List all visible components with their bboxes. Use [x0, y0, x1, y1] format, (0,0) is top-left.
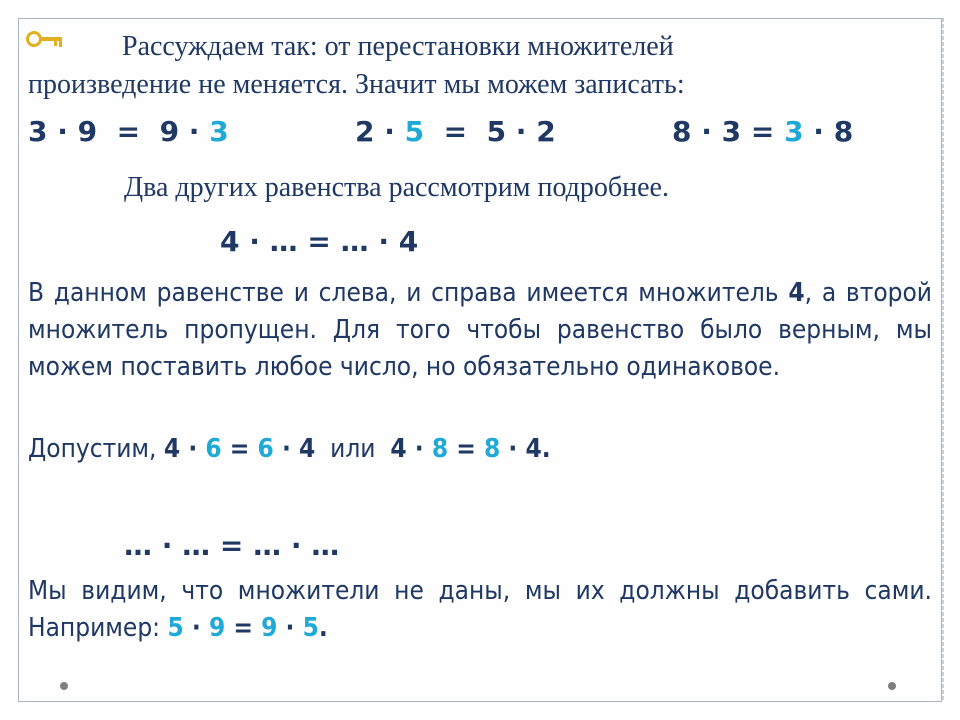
intro-text: Рассуждаем так: от перестановки множителей произведение не меняется. Значит мы можем записать: [28, 31, 685, 100]
equation-4-blank: 4 · … = … · 4 [220, 225, 419, 258]
equation-dots: … · … = … · … [124, 529, 340, 562]
two-other-text: Два других равенства рассмотрим подробнее. [124, 172, 669, 203]
equation-3: 8 · 3 = 3 · 8 [672, 115, 854, 148]
example-line: Допустим, 4 · 6 = 6 · 4 или 4 · 8 = 8 · 4. [28, 434, 551, 464]
paragraph-conclusion: Мы видим, что множители не даны, мы их должны добавить сами. Например: 5 · 9 = 9 · 5. [28, 576, 932, 643]
equation-1: 3 · 9 = 9 · 3 [28, 115, 229, 148]
equation-2: 2 · 5 = 5 · 2 [355, 115, 556, 148]
slide-edge-decoration [942, 18, 944, 702]
corner-dot-left [60, 682, 68, 690]
paragraph-explanation: В данном равенстве и слева, и справа имеется множитель 4, а второй множитель пропущен. Для того чтобы равенство было верным, мы можем поставить любое число, но обязательно одинаковое. [28, 278, 933, 382]
corner-dot-right [888, 682, 896, 690]
